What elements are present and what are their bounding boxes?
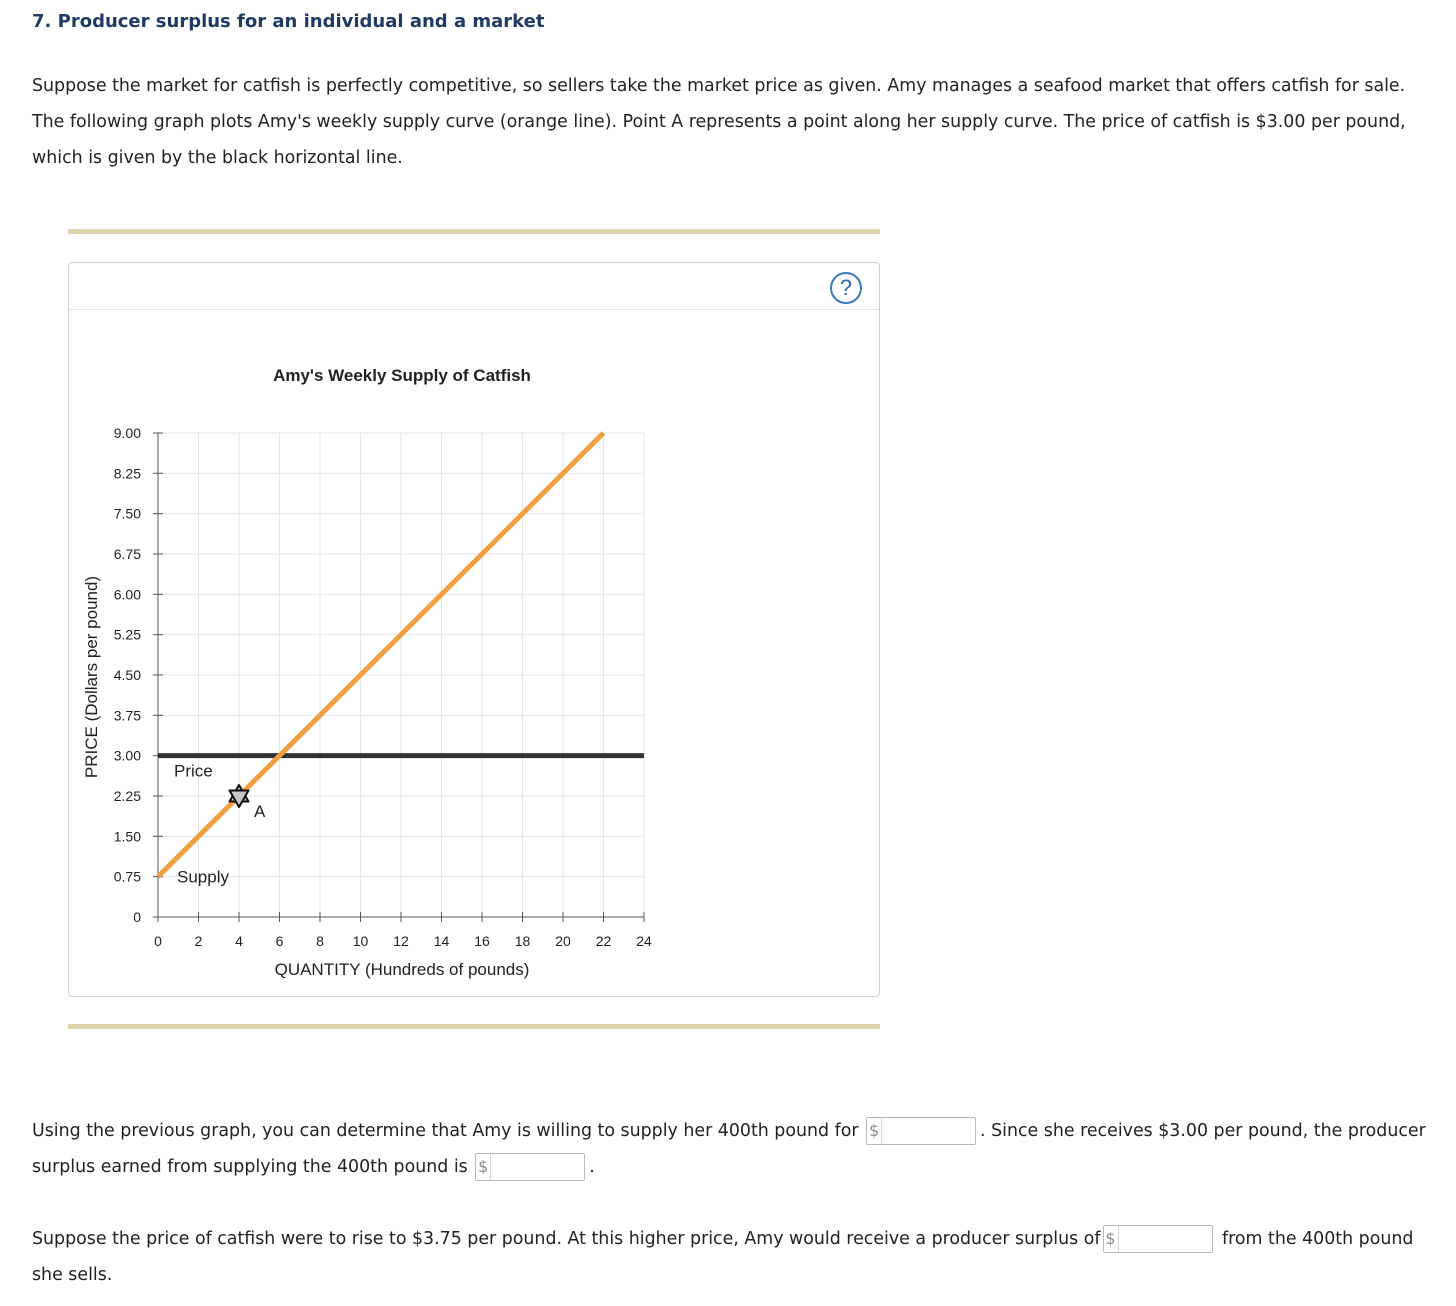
y-tick-label: 4.50 — [113, 667, 141, 683]
chart-title: Amy's Weekly Supply of Catfish — [273, 366, 531, 385]
x-tick-label: 24 — [636, 933, 652, 949]
graph-panel — [68, 262, 880, 997]
x-tick-label: 14 — [433, 933, 450, 949]
question-intro: Suppose the market for catfish is perfectly competitive, so sellers take the market price as given. Amy manages a seafood market that offers catfish for sale. The following graph plots Amy's weekly supply curve (orange line). Point A represents a point along her supply curve. The price of catfish is $3.00 per pound, which is given by the black horizontal line. — [32, 76, 1406, 168]
y-tick-label: 3.00 — [113, 747, 141, 764]
y-tick-label: 8.25 — [113, 465, 141, 482]
part2-text-1: Suppose the price of catfish were to rise to $3.75 per pound. At this higher price, Amy would receive a producer surplus of — [32, 1229, 1101, 1249]
y-tick-label: 5.25 — [113, 626, 141, 643]
higher-price-surplus-field[interactable] — [1120, 1227, 1212, 1251]
help-icon[interactable]: ? — [830, 272, 862, 304]
higher-price-surplus-input[interactable] — [1103, 1225, 1213, 1253]
chart-axes — [153, 433, 644, 922]
x-tick-label: 20 — [555, 933, 571, 949]
willingness-to-supply-field[interactable] — [883, 1119, 975, 1143]
x-tick-label: 10 — [352, 933, 369, 949]
part1-text-1: Using the previous graph, you can determine that Amy is willing to supply her 400th pound for — [32, 1121, 859, 1141]
supply-line-label: Supply — [177, 867, 229, 887]
dollar-sign-icon: $ — [476, 1154, 491, 1180]
y-tick-label: 0 — [133, 909, 141, 925]
supply-chart — [69, 263, 879, 996]
graph-bottom-rule — [68, 1024, 880, 1029]
x-tick-label: 2 — [194, 933, 203, 949]
graph-top-rule — [68, 229, 880, 234]
y-tick-label: 3.75 — [113, 707, 141, 724]
producer-surplus-input[interactable] — [475, 1153, 585, 1181]
x-tick-label: 12 — [393, 933, 409, 949]
x-tick-label: 8 — [316, 933, 324, 949]
y-tick-label: 0.75 — [113, 868, 141, 885]
y-tick-label: 7.50 — [113, 505, 141, 522]
x-tick-label: 4 — [235, 933, 243, 949]
chart-grid — [158, 433, 644, 917]
x-tick-label: 18 — [514, 933, 531, 949]
y-tick-label: 6.75 — [113, 546, 141, 562]
y-tick-labels — [114, 425, 141, 925]
question-part-1 — [32, 1113, 1432, 1185]
y-tick-label: 1.50 — [113, 828, 141, 845]
question-title: 7. Producer surplus for an individual and a market — [32, 11, 545, 32]
x-tick-label: 6 — [275, 933, 284, 949]
x-tick-labels — [154, 933, 652, 949]
dollar-sign-icon: $ — [1104, 1226, 1119, 1252]
y-axis-label: PRICE (Dollars per pound) — [82, 575, 101, 779]
supply-line — [158, 433, 604, 877]
x-tick-label: 22 — [595, 933, 612, 949]
part1-text-2: . Since she receives $3.00 per pound, the producer surplus earned from supplying the 400th pound is — [32, 1121, 1426, 1177]
x-tick-label: 0 — [154, 933, 162, 949]
part1-text-3: . — [589, 1157, 595, 1177]
dollar-sign-icon: $ — [867, 1118, 882, 1144]
part2-text-2: from the 400th pound she sells. — [32, 1229, 1414, 1285]
x-axis-label: QUANTITY (Hundreds of pounds) — [274, 960, 530, 979]
willingness-to-supply-input[interactable] — [866, 1117, 976, 1145]
price-line-label: Price — [174, 761, 213, 781]
y-tick-label: 9.00 — [113, 425, 141, 441]
point-a-label: A — [254, 802, 266, 821]
y-tick-label: 2.25 — [113, 788, 141, 804]
y-tick-label: 6.00 — [113, 586, 141, 603]
question-part-2 — [32, 1221, 1432, 1293]
producer-surplus-field[interactable] — [492, 1155, 584, 1179]
x-tick-label: 16 — [474, 933, 490, 949]
